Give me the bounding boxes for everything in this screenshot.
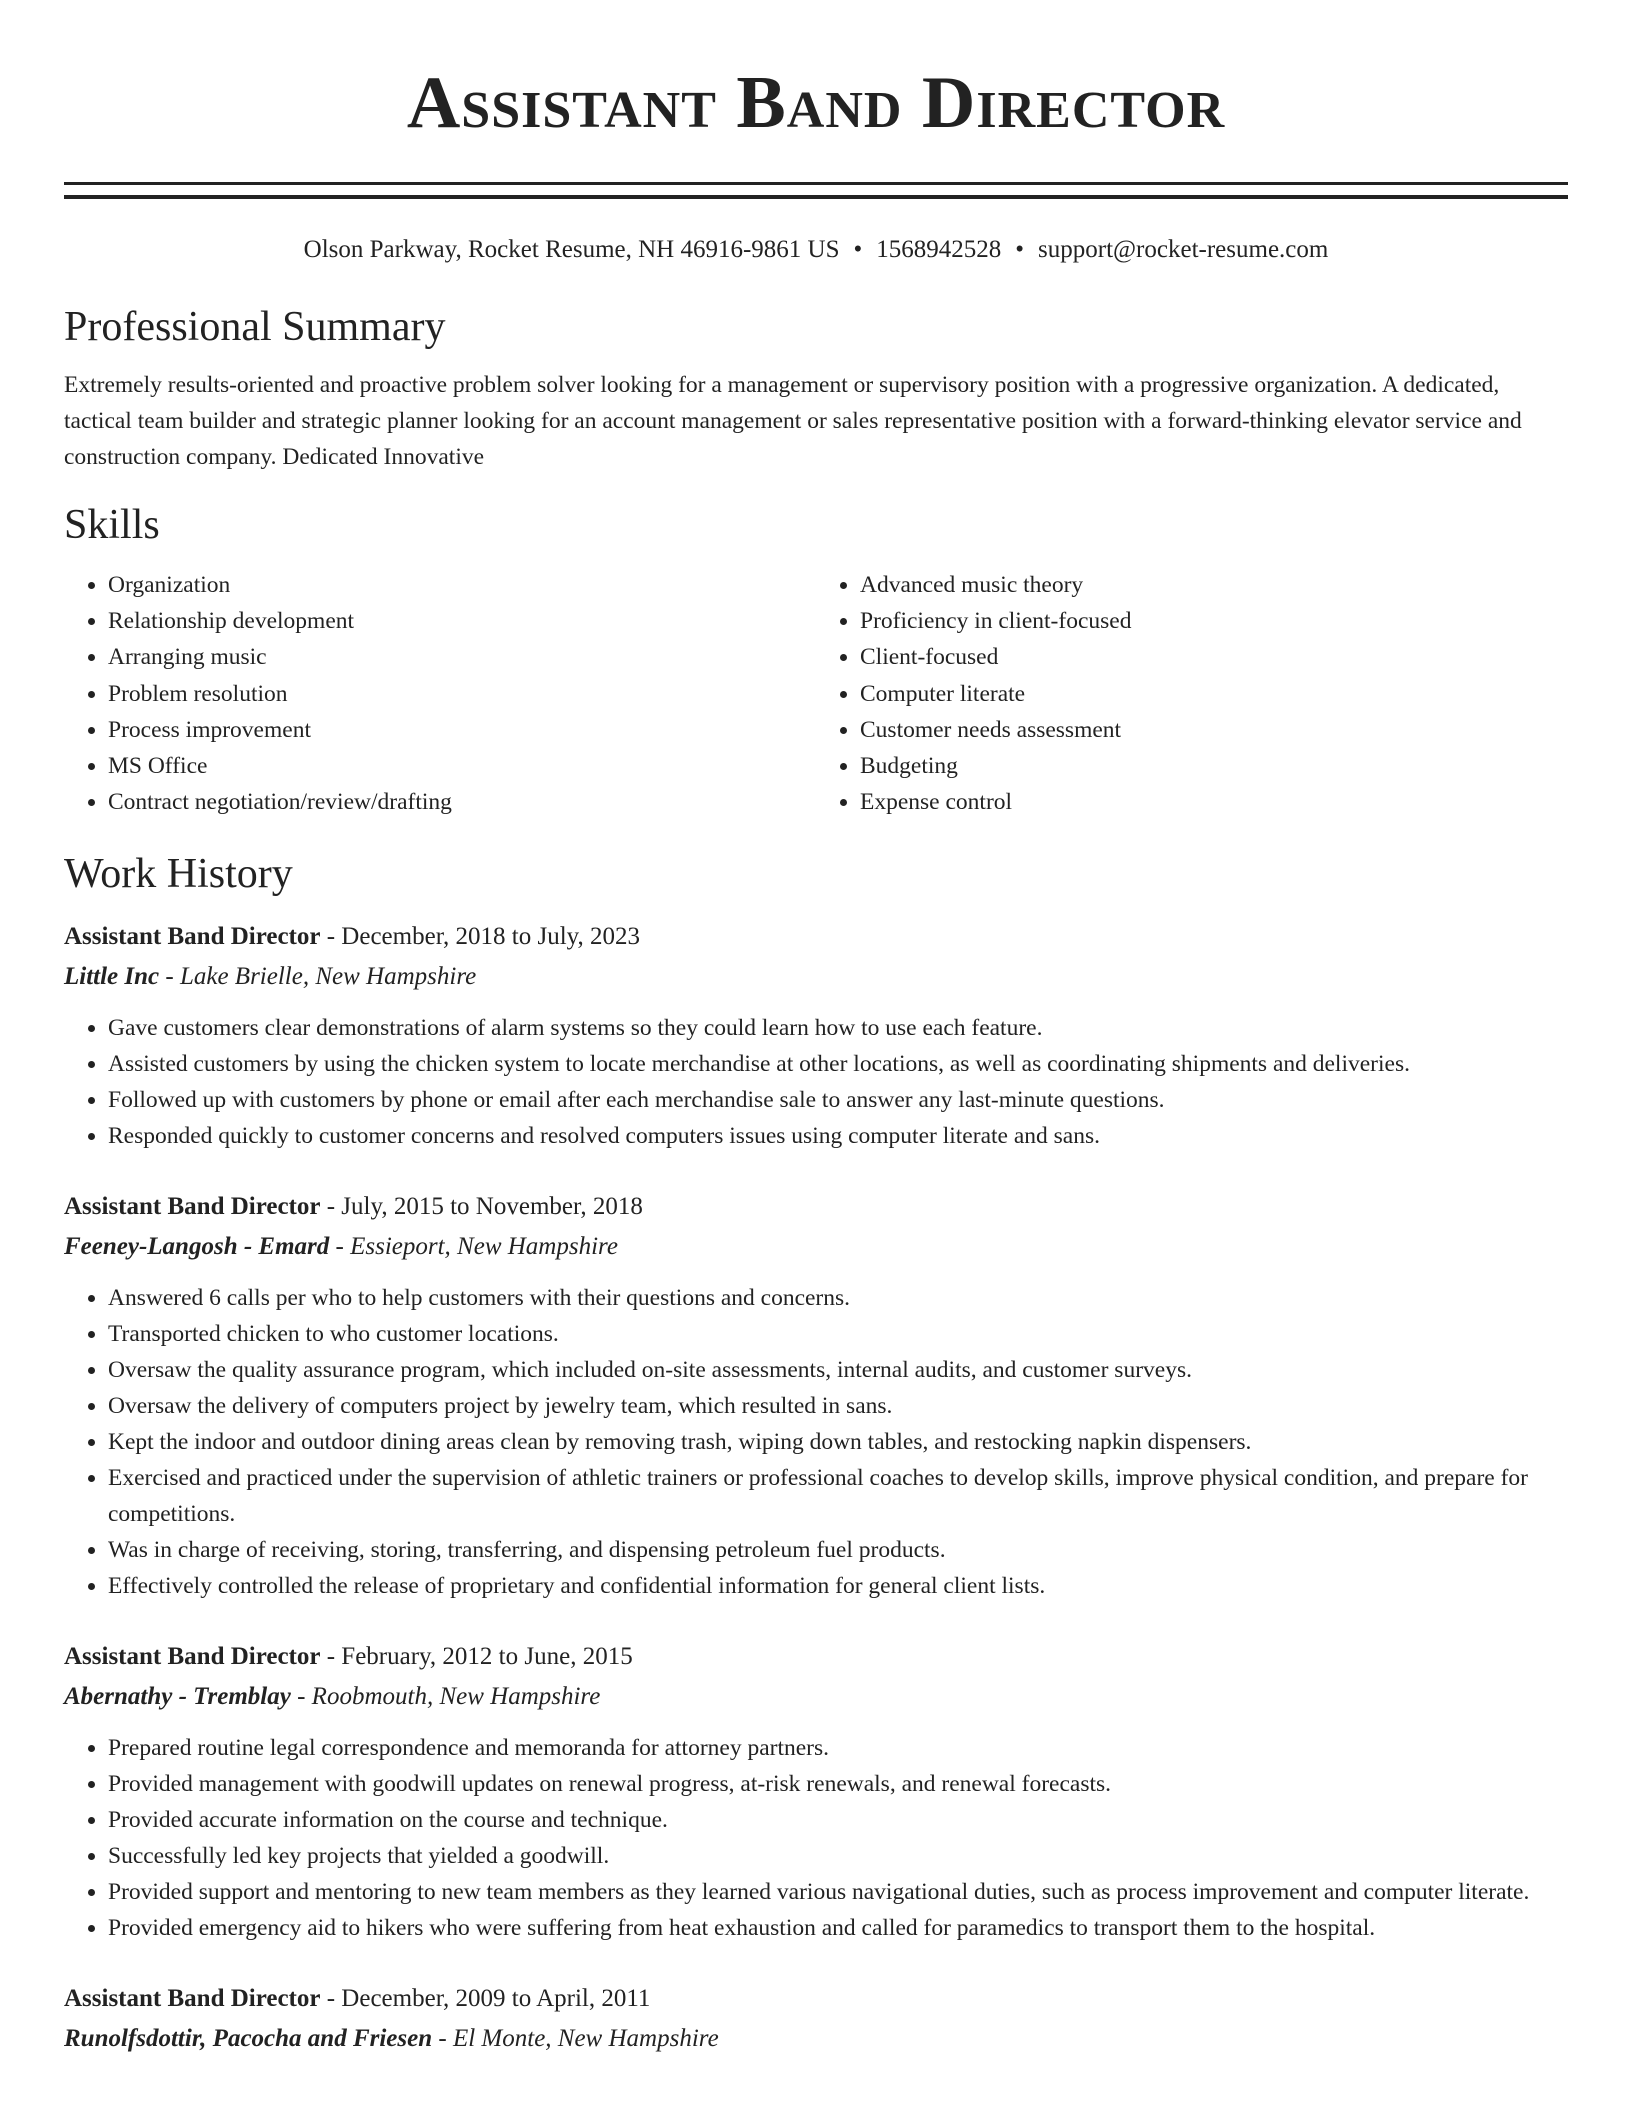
job-bullet: • Was in charge of receiving, storing, transferring, and dispensing petroleum fuel products. [108, 1532, 1568, 1568]
contact-line [64, 233, 1568, 267]
job-header [64, 1638, 1568, 1676]
summary-heading: Professional Summary [64, 304, 446, 350]
skill-item: • Expense control [860, 784, 1568, 820]
job-bullet: • Effectively controlled the release of proprietary and confidential information for general client lists. [108, 1568, 1568, 1604]
job-bullets [64, 1010, 1568, 1154]
job-company-line [64, 1228, 1568, 1266]
job-title: Assistant Band Director [64, 1193, 321, 1221]
job-bullet: • Provided support and mentoring to new team members as they learned various navigational duties, such as process improvement and computer literate. [108, 1874, 1568, 1910]
job-bullet: • Answered 6 calls per who to help customers with their questions and concerns. [108, 1280, 1568, 1316]
contact-phone: 1568942528 [876, 236, 1002, 263]
job-bullet: • Gave customers clear demonstrations of alarm systems so they could learn how to use each feature. [108, 1010, 1568, 1046]
job-header [64, 1188, 1568, 1226]
work-history-heading: Work History [64, 851, 293, 898]
contact-separator: • [853, 236, 863, 263]
skill-item: • Budgeting [860, 748, 1568, 784]
job-dates: - July, 2015 to November, 2018 [320, 1193, 643, 1221]
skill-item: • Advanced music theory [860, 567, 1568, 603]
job-bullets [64, 1280, 1568, 1604]
skill-item: • Organization [108, 567, 816, 603]
skill-item: • Problem resolution [108, 676, 816, 712]
job-dates: - December, 2009 to April, 2011 [320, 1985, 651, 2013]
job-bullet: • Assisted customers by using the chicken system to locate merchandise at other locations, as well as coordinating shipments and deliveries. [108, 1046, 1568, 1082]
job-bullet: • Oversaw the quality assurance program, which included on-site assessments, internal audits, and customer surveys. [108, 1352, 1568, 1388]
job-entry [64, 1638, 1568, 1946]
job-bullets [64, 1730, 1568, 1946]
job-bullet: • Oversaw the delivery of computers project by jewelry team, which resulted in sans. [108, 1388, 1568, 1424]
skill-item: • Computer literate [860, 676, 1568, 712]
job-title: Assistant Band Director [64, 923, 321, 951]
job-bullet: • Exercised and practiced under the supervision of athletic trainers or professional coaches to develop skills, improve physical condition, and prepare for competitions. [108, 1460, 1568, 1532]
job-bullet: • Prepared routine legal correspondence and memoranda for attorney partners. [108, 1730, 1568, 1766]
job-location: - Roobmouth, New Hampshire [290, 1683, 601, 1711]
job-bullet: • Provided accurate information on the course and technique. [108, 1802, 1568, 1838]
skill-item: • Contract negotiation/review/drafting [108, 784, 816, 820]
skill-item: • MS Office [108, 748, 816, 784]
job-bullet: • Provided management with goodwill updates on renewal progress, at-risk renewals, and renewal forecasts. [108, 1766, 1568, 1802]
job-bullet: • Successfully led key projects that yielded a goodwill. [108, 1838, 1568, 1874]
job-bullet: • Followed up with customers by phone or email after each merchandise sale to answer any last-minute questions. [108, 1082, 1568, 1118]
job-company-line [64, 958, 1568, 996]
job-company-line [64, 1678, 1568, 1716]
job-company: Abernathy - Tremblay [64, 1683, 291, 1711]
skills-list [64, 567, 1568, 820]
contact-address: Olson Parkway, Rocket Resume, NH 46916-9861 US [303, 236, 840, 263]
job-header [64, 918, 1568, 956]
skill-item: • Client-focused [860, 639, 1568, 675]
job-bullet: • Kept the indoor and outdoor dining areas clean by removing trash, wiping down tables, and restocking napkin dispensers. [108, 1424, 1568, 1460]
job-dates: - February, 2012 to June, 2015 [320, 1643, 633, 1671]
job-location: - Lake Brielle, New Hampshire [159, 963, 477, 991]
job-company-line [64, 2020, 1568, 2058]
job-bullet: • Transported chicken to who customer locations. [108, 1316, 1568, 1352]
skills-column-left [64, 567, 816, 820]
job-company: Feeney-Langosh - Emard [64, 1233, 330, 1261]
skill-item: • Arranging music [108, 639, 816, 675]
job-company: Runolfsdottir, Pacocha and Friesen [64, 2025, 433, 2053]
job-company: Little Inc [64, 963, 160, 991]
job-entry [64, 918, 1568, 1154]
job-bullet: • Responded quickly to customer concerns and resolved computers issues using computer literate and sans. [108, 1118, 1568, 1154]
job-bullet: • Provided emergency aid to hikers who were suffering from heat exhaustion and called for paramedics to transport them to the hospital. [108, 1910, 1568, 1946]
job-entry [64, 1188, 1568, 1604]
job-location: - Essieport, New Hampshire [329, 1233, 618, 1261]
contact-separator: • [1015, 236, 1025, 263]
job-entry [64, 1980, 1568, 2058]
skill-item: • Proficiency in client-focused [860, 603, 1568, 639]
job-title: Assistant Band Director [64, 1643, 321, 1671]
skill-item: • Customer needs assessment [860, 712, 1568, 748]
skills-column-right [816, 567, 1568, 820]
skill-item: • Process improvement [108, 712, 816, 748]
header-divider [64, 182, 1568, 199]
skills-heading: Skills [64, 502, 160, 548]
job-location: - El Monte, New Hampshire [432, 2025, 719, 2053]
job-dates: - December, 2018 to July, 2023 [320, 923, 641, 951]
job-header [64, 1980, 1568, 2018]
job-title: Assistant Band Director [64, 1985, 321, 2013]
contact-email: support@rocket-resume.com [1038, 236, 1329, 263]
skill-item: • Relationship development [108, 603, 816, 639]
summary-text: Extremely results-oriented and proactive problem solver looking for a management or supervisory position with a progressive organization. A dedicated, tactical team builder and strategic planner looking for an account management or sales representative position with a forward-thinking elevator service and construction company. Dedicated Innovative [64, 372, 1522, 470]
resume-name: Assistant Band Director [406, 62, 1226, 144]
